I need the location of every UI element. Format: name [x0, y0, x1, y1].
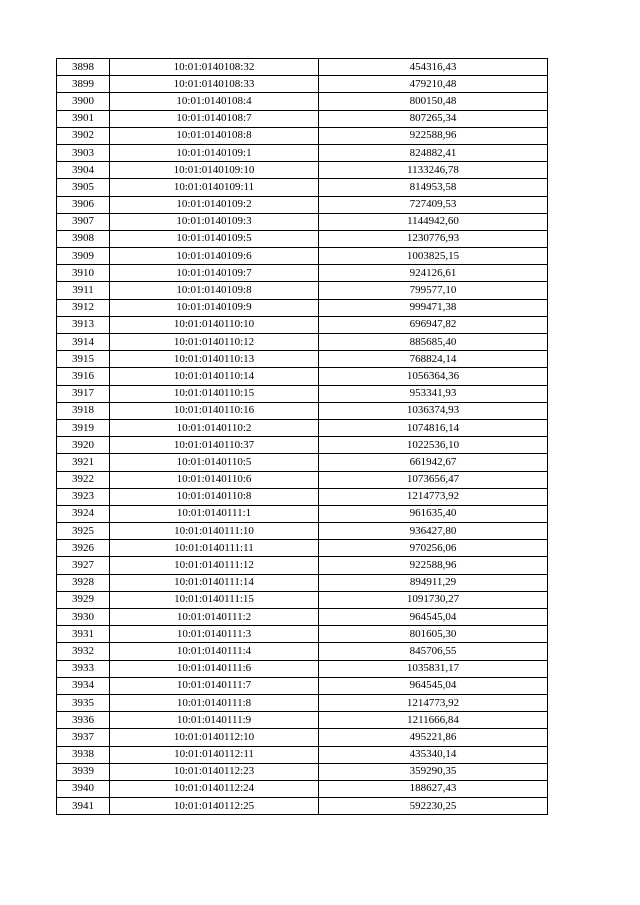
value-cell: 1074816,14	[319, 419, 548, 436]
table-row	[57, 437, 548, 454]
cadastral-number-cell: 10:01:0140110:15	[110, 385, 319, 402]
cadastral-number-cell: 10:01:0140111:15	[110, 591, 319, 608]
table-row	[57, 712, 548, 729]
table-row	[57, 419, 548, 436]
cadastral-number-cell: 10:01:0140109:10	[110, 162, 319, 179]
table-row	[57, 643, 548, 660]
value-cell: 1056364,36	[319, 368, 548, 385]
value-cell: 1073656,47	[319, 471, 548, 488]
row-number-cell: 3927	[57, 557, 110, 574]
cadastral-number-cell: 10:01:0140108:8	[110, 127, 319, 144]
row-number-cell: 3931	[57, 626, 110, 643]
row-number-cell: 3915	[57, 351, 110, 368]
cadastral-number-cell: 10:01:0140112:11	[110, 746, 319, 763]
value-cell: 964545,04	[319, 677, 548, 694]
cadastral-number-cell: 10:01:0140111:12	[110, 557, 319, 574]
table-row	[57, 626, 548, 643]
value-cell: 894911,29	[319, 574, 548, 591]
row-number-cell: 3921	[57, 454, 110, 471]
value-cell: 885685,40	[319, 334, 548, 351]
value-cell: 435340,14	[319, 746, 548, 763]
row-number-cell: 3911	[57, 282, 110, 299]
value-cell: 924126,61	[319, 265, 548, 282]
value-cell: 814953,58	[319, 179, 548, 196]
value-cell: 936427,80	[319, 523, 548, 540]
table-row	[57, 609, 548, 626]
row-number-cell: 3935	[57, 694, 110, 711]
value-cell: 964545,04	[319, 609, 548, 626]
table-row	[57, 179, 548, 196]
table-row	[57, 385, 548, 402]
cadastral-number-cell: 10:01:0140108:32	[110, 59, 319, 76]
table-row	[57, 454, 548, 471]
row-number-cell: 3941	[57, 798, 110, 815]
cadastral-number-cell: 10:01:0140111:8	[110, 694, 319, 711]
table-row	[57, 746, 548, 763]
table-row	[57, 402, 548, 419]
row-number-cell: 3907	[57, 213, 110, 230]
table-body	[57, 59, 548, 815]
cadastral-number-cell: 10:01:0140110:14	[110, 368, 319, 385]
value-cell: 953341,93	[319, 385, 548, 402]
row-number-cell: 3898	[57, 59, 110, 76]
cadastral-number-cell: 10:01:0140110:8	[110, 488, 319, 505]
table-row	[57, 488, 548, 505]
cadastral-number-cell: 10:01:0140109:5	[110, 230, 319, 247]
value-cell: 1091730,27	[319, 591, 548, 608]
table-row	[57, 591, 548, 608]
table-row	[57, 677, 548, 694]
data-table	[56, 58, 548, 815]
table-row	[57, 334, 548, 351]
cadastral-number-cell: 10:01:0140108:33	[110, 76, 319, 93]
value-cell: 727409,53	[319, 196, 548, 213]
row-number-cell: 3938	[57, 746, 110, 763]
cadastral-number-cell: 10:01:0140111:6	[110, 660, 319, 677]
cadastral-number-cell: 10:01:0140111:10	[110, 523, 319, 540]
value-cell: 922588,96	[319, 127, 548, 144]
row-number-cell: 3908	[57, 230, 110, 247]
cadastral-number-cell: 10:01:0140112:24	[110, 780, 319, 797]
value-cell: 495221,86	[319, 729, 548, 746]
cadastral-number-cell: 10:01:0140109:3	[110, 213, 319, 230]
table-row	[57, 248, 548, 265]
row-number-cell: 3939	[57, 763, 110, 780]
table-row	[57, 780, 548, 797]
table-row	[57, 127, 548, 144]
row-number-cell: 3902	[57, 127, 110, 144]
value-cell: 970256,06	[319, 540, 548, 557]
value-cell: 845706,55	[319, 643, 548, 660]
cadastral-number-cell: 10:01:0140108:4	[110, 93, 319, 110]
cadastral-number-cell: 10:01:0140110:6	[110, 471, 319, 488]
value-cell: 1022536,10	[319, 437, 548, 454]
value-cell: 1003825,15	[319, 248, 548, 265]
table-row	[57, 574, 548, 591]
cadastral-number-cell: 10:01:0140110:2	[110, 419, 319, 436]
row-number-cell: 3924	[57, 505, 110, 522]
table-row	[57, 282, 548, 299]
row-number-cell: 3936	[57, 712, 110, 729]
value-cell: 1211666,84	[319, 712, 548, 729]
value-cell: 799577,10	[319, 282, 548, 299]
cadastral-number-cell: 10:01:0140110:13	[110, 351, 319, 368]
row-number-cell: 3923	[57, 488, 110, 505]
row-number-cell: 3937	[57, 729, 110, 746]
value-cell: 999471,38	[319, 299, 548, 316]
table-row	[57, 230, 548, 247]
value-cell: 922588,96	[319, 557, 548, 574]
value-cell: 188627,43	[319, 780, 548, 797]
table-row	[57, 763, 548, 780]
row-number-cell: 3922	[57, 471, 110, 488]
table-row	[57, 93, 548, 110]
cadastral-number-cell: 10:01:0140111:4	[110, 643, 319, 660]
cadastral-number-cell: 10:01:0140111:11	[110, 540, 319, 557]
cadastral-number-cell: 10:01:0140109:6	[110, 248, 319, 265]
cadastral-number-cell: 10:01:0140111:2	[110, 609, 319, 626]
row-number-cell: 3920	[57, 437, 110, 454]
row-number-cell: 3913	[57, 316, 110, 333]
cadastral-number-cell: 10:01:0140109:8	[110, 282, 319, 299]
cadastral-number-cell: 10:01:0140109:11	[110, 179, 319, 196]
table-row	[57, 76, 548, 93]
row-number-cell: 3900	[57, 93, 110, 110]
value-cell: 661942,67	[319, 454, 548, 471]
cadastral-number-cell: 10:01:0140110:5	[110, 454, 319, 471]
value-cell: 824882,41	[319, 144, 548, 161]
cadastral-number-cell: 10:01:0140111:9	[110, 712, 319, 729]
row-number-cell: 3917	[57, 385, 110, 402]
row-number-cell: 3903	[57, 144, 110, 161]
value-cell: 1230776,93	[319, 230, 548, 247]
row-number-cell: 3926	[57, 540, 110, 557]
table-row	[57, 798, 548, 815]
table-row	[57, 694, 548, 711]
cadastral-number-cell: 10:01:0140111:14	[110, 574, 319, 591]
row-number-cell: 3934	[57, 677, 110, 694]
value-cell: 359290,35	[319, 763, 548, 780]
row-number-cell: 3940	[57, 780, 110, 797]
row-number-cell: 3904	[57, 162, 110, 179]
value-cell: 961635,40	[319, 505, 548, 522]
cadastral-number-cell: 10:01:0140111:3	[110, 626, 319, 643]
table-row	[57, 162, 548, 179]
value-cell: 479210,48	[319, 76, 548, 93]
table-row	[57, 505, 548, 522]
value-cell: 1035831,17	[319, 660, 548, 677]
cadastral-number-cell: 10:01:0140109:7	[110, 265, 319, 282]
value-cell: 800150,48	[319, 93, 548, 110]
cadastral-number-cell: 10:01:0140109:1	[110, 144, 319, 161]
cadastral-number-cell: 10:01:0140112:10	[110, 729, 319, 746]
row-number-cell: 3906	[57, 196, 110, 213]
cadastral-number-cell: 10:01:0140110:37	[110, 437, 319, 454]
table-row	[57, 265, 548, 282]
table-row	[57, 660, 548, 677]
row-number-cell: 3905	[57, 179, 110, 196]
row-number-cell: 3899	[57, 76, 110, 93]
row-number-cell: 3925	[57, 523, 110, 540]
value-cell: 807265,34	[319, 110, 548, 127]
table-row	[57, 213, 548, 230]
cadastral-number-cell: 10:01:0140111:1	[110, 505, 319, 522]
row-number-cell: 3901	[57, 110, 110, 127]
value-cell: 696947,82	[319, 316, 548, 333]
row-number-cell: 3909	[57, 248, 110, 265]
cadastral-number-cell: 10:01:0140109:2	[110, 196, 319, 213]
row-number-cell: 3930	[57, 609, 110, 626]
table-row	[57, 471, 548, 488]
value-cell: 592230,25	[319, 798, 548, 815]
row-number-cell: 3916	[57, 368, 110, 385]
value-cell: 801605,30	[319, 626, 548, 643]
table-row	[57, 368, 548, 385]
cadastral-number-cell: 10:01:0140112:23	[110, 763, 319, 780]
row-number-cell: 3912	[57, 299, 110, 316]
row-number-cell: 3928	[57, 574, 110, 591]
value-cell: 1133246,78	[319, 162, 548, 179]
row-number-cell: 3929	[57, 591, 110, 608]
table-row	[57, 523, 548, 540]
value-cell: 454316,43	[319, 59, 548, 76]
row-number-cell: 3919	[57, 419, 110, 436]
row-number-cell: 3918	[57, 402, 110, 419]
table-row	[57, 59, 548, 76]
cadastral-number-cell: 10:01:0140109:9	[110, 299, 319, 316]
value-cell: 1214773,92	[319, 488, 548, 505]
row-number-cell: 3914	[57, 334, 110, 351]
row-number-cell: 3910	[57, 265, 110, 282]
table-row	[57, 196, 548, 213]
table-row	[57, 110, 548, 127]
cadastral-number-cell: 10:01:0140112:25	[110, 798, 319, 815]
value-cell: 1036374,93	[319, 402, 548, 419]
value-cell: 768824,14	[319, 351, 548, 368]
cadastral-number-cell: 10:01:0140110:16	[110, 402, 319, 419]
row-number-cell: 3933	[57, 660, 110, 677]
table-row	[57, 299, 548, 316]
value-cell: 1214773,92	[319, 694, 548, 711]
table-row	[57, 557, 548, 574]
cadastral-number-cell: 10:01:0140111:7	[110, 677, 319, 694]
cadastral-number-cell: 10:01:0140108:7	[110, 110, 319, 127]
row-number-cell: 3932	[57, 643, 110, 660]
table-row	[57, 351, 548, 368]
table-row	[57, 729, 548, 746]
cadastral-number-cell: 10:01:0140110:10	[110, 316, 319, 333]
value-cell: 1144942,60	[319, 213, 548, 230]
table-row	[57, 540, 548, 557]
table-row	[57, 316, 548, 333]
table-row	[57, 144, 548, 161]
cadastral-number-cell: 10:01:0140110:12	[110, 334, 319, 351]
